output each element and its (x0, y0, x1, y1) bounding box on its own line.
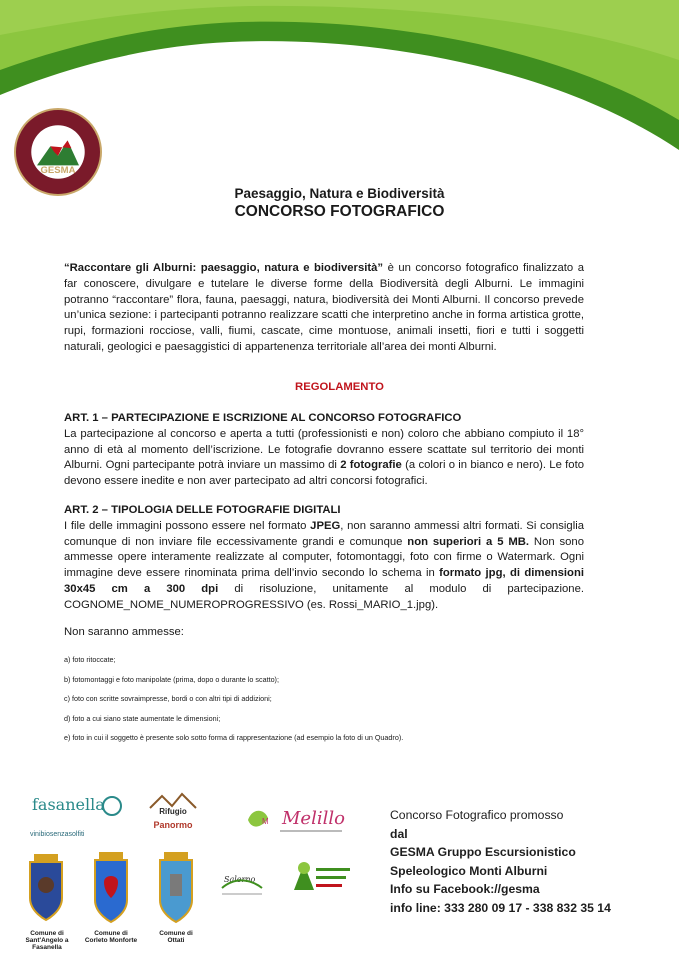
melillo-text: Melillo (282, 808, 345, 829)
non-ammesse-title: Non saranno ammesse: (64, 626, 184, 638)
list-item: d) foto a cui siano state aumentate le dimensioni; (64, 713, 221, 723)
art2-text-b: , non saranno ammessi altri formati. Si consiglia comunque di non inviare file eccessivamente grandi e comunque (64, 519, 584, 548)
comune-crest-1 (30, 854, 62, 920)
intro-lead: “Raccontare gli Alburni: paesaggio, natura e biodiversità” (64, 262, 384, 274)
comune-label-2: Comune di Corleto Monforte (84, 930, 138, 944)
art2-text-a: I file delle immagini possono essere nel formato (64, 519, 311, 532)
art2-bold-c: formato jpg, di dimensioni 30x45 cm a 300 dpi (64, 567, 584, 595)
melillo-logo (248, 808, 345, 832)
comune-label-3: Comune di Ottati (159, 930, 193, 944)
non-ammesse-list (64, 655, 584, 753)
list-item: b) fotomontaggi e foto manipolate (prima, dopo o durante lo scatto); (64, 674, 279, 684)
promo-line2: GESMA Gruppo Escursionistico (390, 845, 576, 860)
art2-heading: ART. 2 – TIPOLOGIA DELLE FOTOGRAFIE DIGITALI (64, 504, 341, 516)
page-subtitle: Paesaggio, Natura e Biodiversità (234, 186, 445, 201)
fasanella-sub-text: vinibiosenzasolfiti (30, 831, 85, 838)
promo-line1: Concorso Fotografico promosso dal (390, 808, 564, 841)
list-item: e) foto in cui il soggetto è presente solo sotto forma di rappresentazione (ad esempio la foto di un Quadro). (64, 733, 404, 743)
parco-nazionale-logo (294, 862, 350, 890)
promo-line3: Speleologico Monti Alburni (390, 863, 548, 878)
rifugio-line2: Panormo (153, 820, 193, 830)
list-item: c) foto con scritte sovraimpresse, bordi o con altri tipi di addizioni; (64, 694, 272, 704)
comune-crest-2 (95, 852, 127, 922)
intro-paragraph (64, 261, 584, 356)
rifugio-line1: Rifugio (159, 807, 187, 816)
art1-text-a: La partecipazione al concorso e aperta a tutti (professionisti e non) coloro che abbiano compiuto il 18° anno di età al momento dell’iscrizione. Le fotografie dovranno essere scattate sul territorio dei monti Alburni. Ogni partecipante potrà inviare un massimo di (64, 427, 584, 472)
comune-label-1: Comune di Sant'Angelo a Fasanella (25, 930, 69, 951)
art2-bold-b: non superiori a 5 MB. (407, 535, 530, 548)
art1-heading: ART. 1 – PARTECIPAZIONE E ISCRIZIONE AL CONCORSO FOTOGRAFICO (64, 412, 462, 424)
fasanella-logo (30, 795, 121, 838)
fasanella-text: fasanella (32, 795, 105, 814)
promo-line4: Info su Facebook://gesma (390, 882, 540, 897)
intro-text: è un concorso fotografico finalizzato a far conoscere, divulgare e tutelare le diverse forme della Biodiversità degli Alburni. Le immagini potranno “raccontare” flora, fauna, paesaggi, natura, biodiversità dei Monti Alburni. Il concorso prevede un’unica sezione: i partecipanti potranno realizzare scatti che interpretino anche in forma artistica grotte, rupi, formazioni rocciose, valli, fiumi, cascate, cime montuose, animali insetti, fiori e tutti i soggetti naturali, geologici e paesaggistici di appartenenza territoriale all’area dei monti Alburni. (64, 262, 584, 353)
art2-section (64, 503, 584, 614)
art2-text-c: Non sono ammesse opere interamente realizzate al computer, fotomontaggi, foto con firme o Watermark. Ogni immagine deve essere rinominata prima dell’invio secondo lo schema in (64, 535, 584, 580)
promo-line5: info line: 333 280 09 17 - 338 832 35 14 (390, 900, 611, 915)
list-item: a) foto ritoccate; (64, 655, 116, 664)
art1-text-b: (a colori o in bianco e nero). Le foto devono essere inedite e non aver partecipato ad altri concorsi fotografici. (64, 459, 584, 488)
promo-block (390, 806, 670, 918)
art2-text-d: di risoluzione, unitamente al modulo di partecipazione. COGNOME_NOME_NUMEROPROGRESSIVO (es. Rossi_MARIO_1.jpg). (64, 582, 584, 611)
page-title: CONCORSO FOTOGRAFICO (234, 203, 445, 220)
salerno-logo (222, 875, 262, 894)
art2-bold-a: JPEG (310, 519, 341, 532)
title-block (0, 186, 679, 221)
art1-bold-a: 2 fotografie (340, 459, 402, 472)
comune-crest-3 (160, 852, 192, 922)
art1-section (64, 411, 584, 490)
gesma-logo (14, 108, 102, 196)
logo-text: GESMA (40, 165, 76, 176)
rifugio-panormo-logo (150, 794, 196, 830)
svg-text:M: M (262, 817, 269, 826)
regolamento-heading: REGOLAMENTO (295, 381, 384, 393)
salerno-text: Salerno (224, 875, 256, 884)
